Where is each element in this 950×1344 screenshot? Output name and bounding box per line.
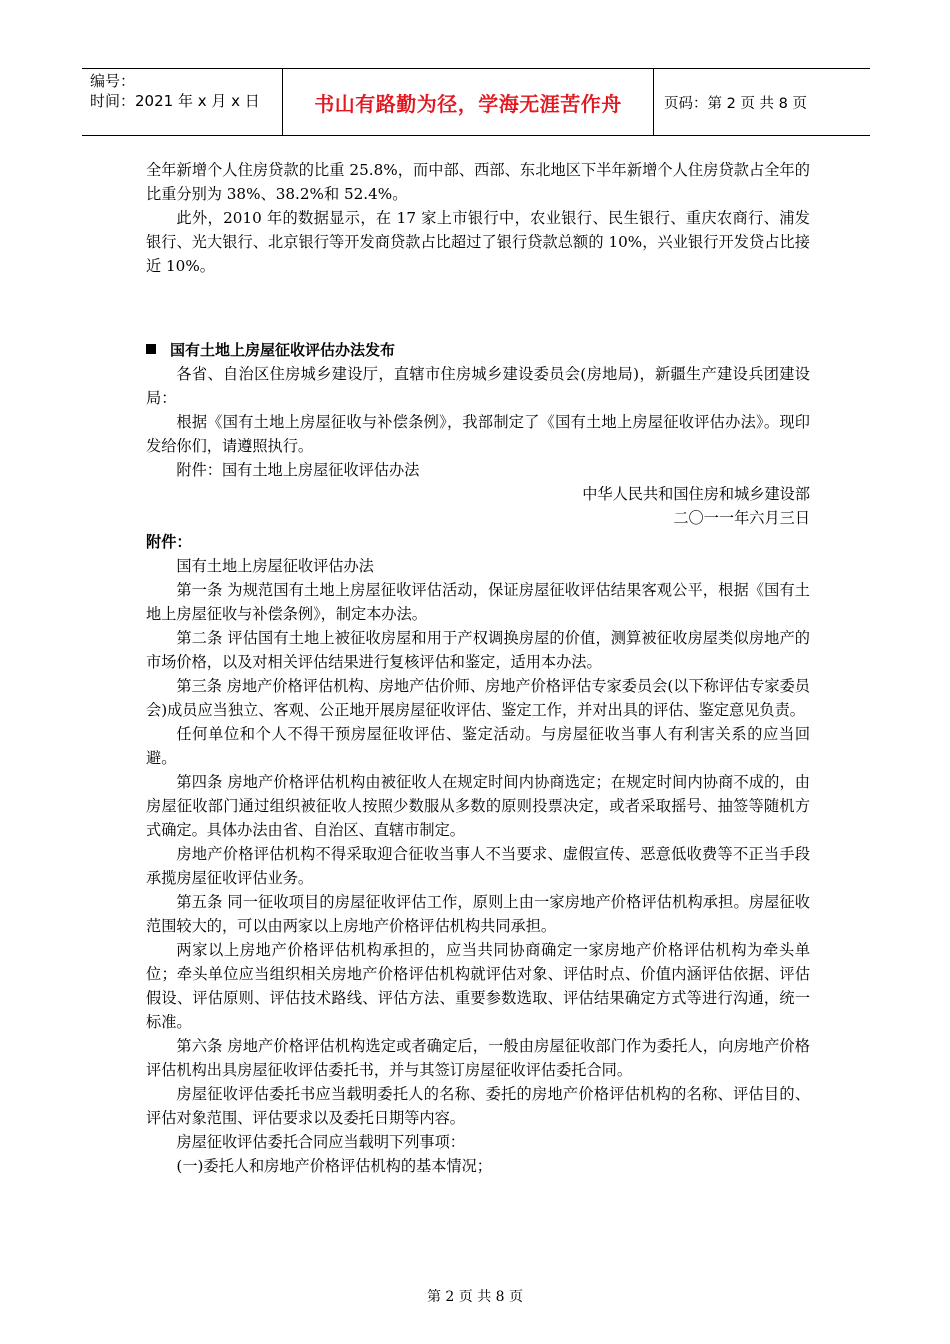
article: 第六条 房地产价格评估机构选定或者确定后，一般由房屋征收部门作为委托人，向房地产价格评估机构出具房屋征收评估委托书，并与其签订房屋征收评估委托合同。: [146, 1037, 810, 1079]
document-title: 国有土地上房屋征收评估办法: [176, 557, 374, 575]
paragraph: 各省、自治区住房城乡建设厅，直辖市住房城乡建设委员会(房地局)，新疆生产建设兵团建设局：: [146, 365, 810, 407]
paragraph: 全年新增个人住房贷款的比重 25.8%，而中部、西部、东北地区下半年新增个人住房贷款占全年的比重分别为 38%、38.2%和 52.4%。: [146, 161, 810, 203]
article: 第三条 房地产价格评估机构、房地产估价师、房地产价格评估专家委员会(以下称评估专家委员会)成员应当独立、客观、公正地开展房屋征收评估、鉴定工作，并对出具的评估、鉴定意见负责。: [146, 677, 810, 719]
paragraph: 房地产价格评估机构不得采取迎合征收当事人不当要求、虚假宣传、恶意低收费等不正当手段承揽房屋征收评估业务。: [146, 845, 810, 887]
section-title: [146, 338, 810, 362]
paragraph: 附件：国有土地上房屋征收评估办法: [176, 461, 420, 479]
header-motto-cell: [282, 69, 654, 135]
section-title-text: 国有土地上房屋征收评估办法发布: [170, 341, 396, 359]
article: 第二条 评估国有土地上被征收房屋和用于产权调换房屋的价值，测算被征收房屋类似房地产的市场价格，以及对相关评估结果进行复核评估和鉴定，适用本办法。: [146, 629, 810, 671]
spacer: [146, 278, 810, 338]
attachment-label: 附件：: [146, 533, 192, 551]
paragraph: 两家以上房地产价格评估机构承担的，应当共同协商确定一家房地产价格评估机构为牵头单位；牵头单位应当组织相关房地产价格评估机构就评估对象、评估时点、价值内涵评估依据、评估假设、评估原则、评估技术路线、评估方法、重要参数选取、评估结果确定方式等进行沟通，统一标准。: [146, 941, 810, 1031]
page-header: [82, 68, 870, 136]
article: 第四条 房地产价格评估机构由被征收人在规定时间内协商选定；在规定时间内协商不成的，由房屋征收部门通过组织被征收人按照少数服从多数的原则投票决定，或者采取摇号、抽签等随机方式确定。具体办法由省、自治区、直辖市制定。: [146, 773, 810, 839]
signature-org: 中华人民共和国住房和城乡建设部: [582, 485, 810, 503]
paragraph: 根据《国有土地上房屋征收与补偿条例》，我部制定了《国有土地上房屋征收评估办法》。现印发给你们，请遵照执行。: [146, 413, 810, 455]
header-meta: [82, 69, 282, 135]
square-bullet-icon: [146, 344, 156, 354]
paragraph: 房屋征收评估委托合同应当载明下列事项：: [176, 1133, 465, 1151]
time-label: 时间：2021 年 x 月 x 日: [90, 92, 260, 110]
signature-date: 二〇一一年六月三日: [673, 509, 810, 527]
number-label: 编号：: [90, 72, 136, 90]
paragraph: 任何单位和个人不得干预房屋征收评估、鉴定活动。与房屋征收当事人有利害关系的应当回避。: [146, 725, 810, 767]
article: 第一条 为规范国有土地上房屋征收评估活动，保证房屋征收评估结果客观公平，根据《国有土地上房屋征收与补偿条例》，制定本办法。: [146, 581, 810, 623]
list-item: (一)委托人和房地产价格评估机构的基本情况；: [176, 1157, 492, 1175]
motto: 书山有路勤为径，学海无涯苦作舟: [314, 91, 622, 116]
header-page-info: 页码：第 2 页 共 8 页: [664, 95, 807, 112]
paragraph: 此外，2010 年的数据显示，在 17 家上市银行中，农业银行、民生银行、重庆农商行、浦发银行、光大银行、北京银行等开发商贷款占比超过了银行贷款总额的 10%，兴业银行开发贷占比接近 10%。: [146, 209, 810, 275]
paragraph: 房屋征收评估委托书应当载明委托人的名称、委托的房地产价格评估机构的名称、评估目的、评估对象范围、评估要求以及委托日期等内容。: [146, 1085, 810, 1127]
document-body: [146, 158, 810, 1178]
page-footer: 第 2 页 共 8 页: [426, 1289, 524, 1305]
article: 第五条 同一征收项目的房屋征收评估工作，原则上由一家房地产价格评估机构承担。房屋征收范围较大的，可以由两家以上房地产价格评估机构共同承担。: [146, 893, 810, 935]
